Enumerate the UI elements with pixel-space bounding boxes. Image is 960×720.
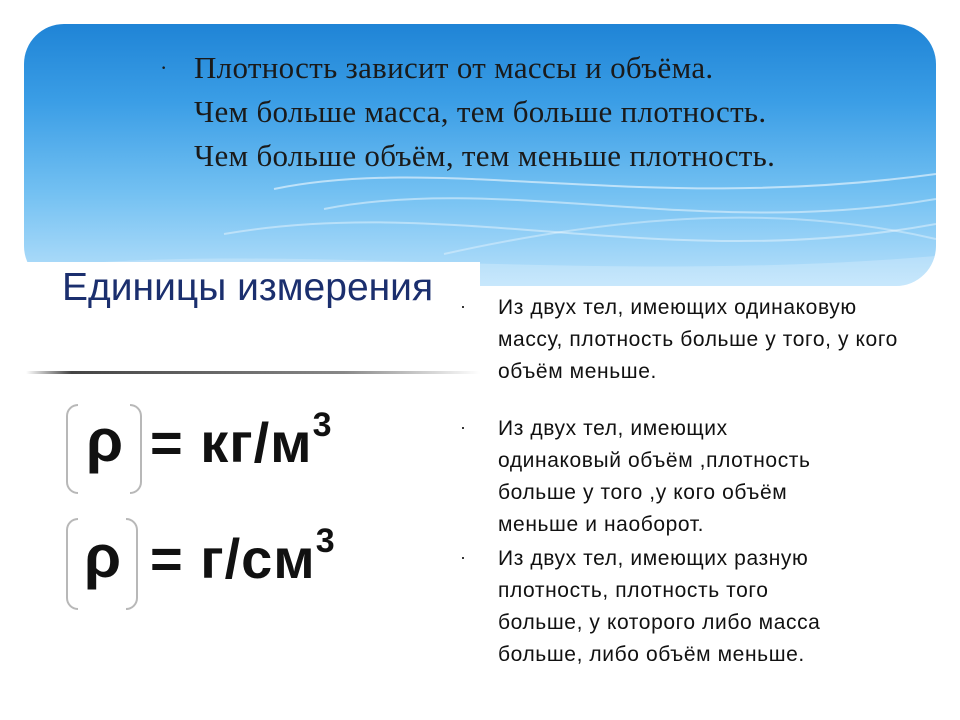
fact-line: меньше и наоборот.	[498, 513, 705, 536]
bullet-icon: ·	[460, 296, 467, 316]
units-title: Единицы измерения	[62, 266, 434, 309]
fact-item	[460, 543, 928, 671]
fact-text	[460, 292, 960, 388]
header-line: Плотность зависит от массы и объёма.	[194, 50, 714, 85]
fact-text	[460, 543, 928, 671]
unit-text	[150, 406, 333, 475]
fact-line: одинаковый объём ,плотность	[498, 449, 811, 472]
fact-line: больше, либо объём меньше.	[498, 643, 805, 666]
units-title-box	[26, 262, 480, 318]
bracket-left	[66, 518, 78, 610]
divider	[26, 371, 480, 374]
unit-text	[150, 522, 336, 591]
unit-main: = кг/м	[150, 411, 313, 474]
bullet-icon: ·	[160, 55, 168, 80]
unit-main: = г/см	[150, 527, 316, 590]
unit-exponent: 3	[312, 406, 333, 444]
bullet-icon: ·	[460, 417, 467, 437]
fact-item	[460, 292, 960, 388]
formula-g-cm3	[66, 518, 496, 606]
fact-line: больше у того ,у кого объём	[498, 481, 788, 504]
fact-text	[460, 413, 928, 541]
header-text	[160, 46, 920, 178]
bracket-left	[66, 404, 78, 494]
unit-exponent: 3	[315, 522, 336, 560]
fact-line: плотность, плотность того	[498, 579, 769, 602]
header-line: Чем больше объём, тем меньше плотность.	[194, 138, 776, 173]
bracket-right	[130, 404, 142, 494]
fact-line: Из двух тел, имеющих	[498, 417, 728, 440]
fact-item	[460, 413, 928, 541]
header-line: Чем больше масса, тем больше плотность.	[194, 94, 767, 129]
bracket-right	[126, 518, 138, 610]
rho-symbol: ρ	[86, 407, 124, 474]
formula-kg-m3	[66, 404, 496, 490]
fact-line: больше, у которого либо масса	[498, 611, 821, 634]
fact-line: объём меньше.	[498, 360, 657, 383]
fact-line: Из двух тел, имеющих разную	[498, 547, 809, 570]
bullet-icon: ·	[460, 547, 467, 567]
rho-symbol: ρ	[84, 523, 122, 590]
fact-line: Из двух тел, имеющих одинаковую	[498, 296, 857, 319]
fact-line: массу, плотность больше у того, у кого	[498, 328, 898, 351]
